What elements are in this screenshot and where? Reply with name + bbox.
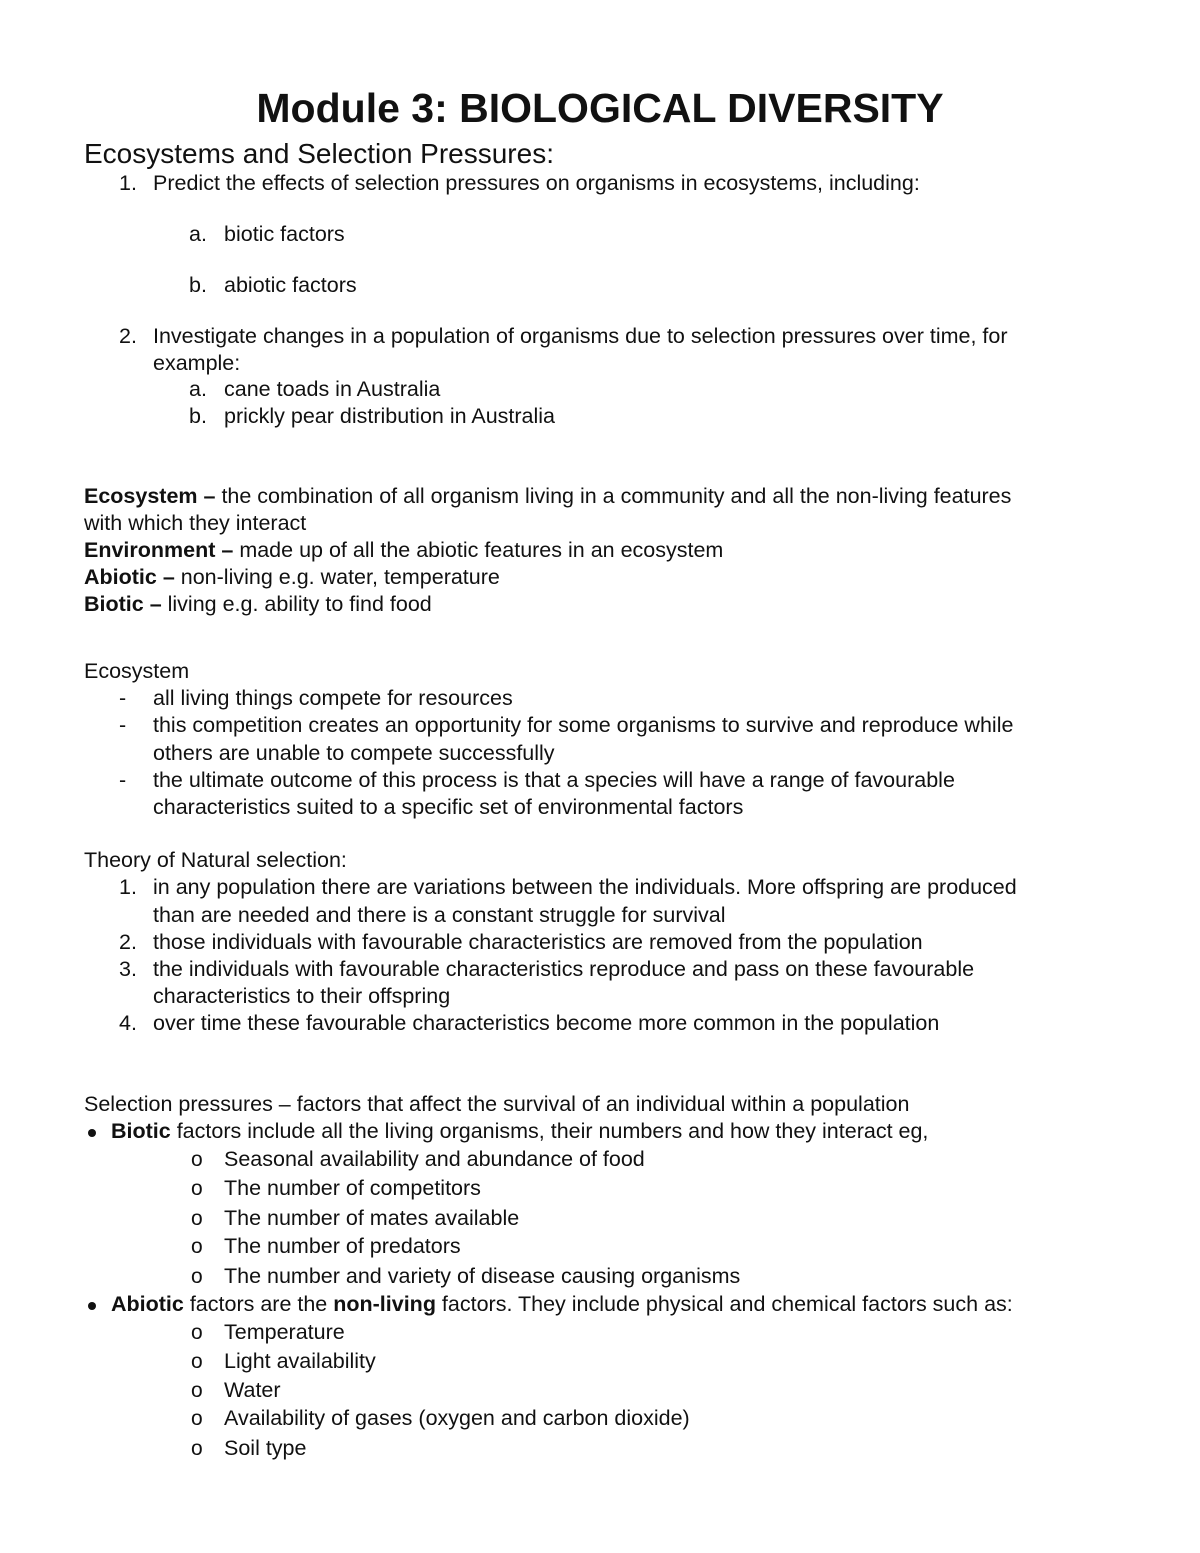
theory-number: 2. (119, 930, 137, 954)
definition-ecosystem (84, 483, 1011, 510)
abiotic-item: Light availability (224, 1349, 376, 1373)
dash-marker: - (119, 713, 127, 737)
biotic-item: The number of mates available (224, 1206, 520, 1230)
definition-term: Ecosystem – (84, 484, 216, 508)
theory-line: the individuals with favourable characteristics reproduce and pass on these favourable (153, 957, 975, 981)
circle-bullet-icon: o (191, 1235, 203, 1258)
definition-text: the combination of all organism living in a community and all the non-living features (215, 484, 1012, 508)
outcome-letter: b. (189, 273, 207, 297)
biotic-item: Seasonal availability and abundance of food (224, 1147, 645, 1171)
definition-text: made up of all the abiotic features in an ecosystem (233, 538, 724, 562)
theory-line: characteristics to their offspring (153, 984, 451, 1008)
outcome-text: prickly pear distribution in Australia (224, 404, 556, 428)
dash-marker: - (119, 686, 127, 710)
outcome-letter: a. (189, 377, 207, 401)
bullet-text: factors include all the living organisms, their numbers and how they interact eg, (170, 1119, 929, 1143)
page-title: Module 3: BIOLOGICAL DIVERSITY (256, 85, 944, 131)
theory-line: than are needed and there is a constant struggle for survival (153, 903, 726, 927)
outcome-text: Investigate changes in a population of organisms due to selection pressures over time, for (153, 324, 1008, 348)
circle-bullet-icon: o (191, 1350, 203, 1373)
theory-number: 4. (119, 1011, 137, 1035)
definition-environment (84, 537, 723, 564)
circle-bullet-icon: o (191, 1437, 203, 1460)
ecosystem-line: the ultimate outcome of this process is that a species will have a range of favourable (153, 768, 955, 792)
dash-marker: - (119, 768, 127, 792)
definition-continuation: with which they interact (84, 511, 307, 535)
definition-abiotic (84, 564, 500, 591)
biotic-item: The number of predators (224, 1234, 461, 1258)
definition-term: Biotic – (84, 592, 162, 616)
bullet-dot-icon (88, 1302, 96, 1310)
theory-number: 1. (119, 875, 137, 899)
outcome-text: example: (153, 351, 241, 375)
biotic-item: The number and variety of disease causing organisms (224, 1264, 741, 1288)
bullet-dot-icon (88, 1129, 96, 1137)
bullet-biotic-text (111, 1118, 928, 1145)
theory-line: those individuals with favourable characteristics are removed from the population (153, 930, 923, 954)
definition-text: living e.g. ability to find food (161, 592, 432, 616)
ecosystem-heading: Ecosystem (84, 659, 190, 683)
theory-line: over time these favourable characteristics become more common in the population (153, 1011, 940, 1035)
bullet-text: factors are the (183, 1292, 334, 1316)
bullet-term: Abiotic (111, 1292, 184, 1316)
outcome-letter: b. (189, 404, 207, 428)
abiotic-item: Soil type (224, 1436, 307, 1460)
ecosystem-line: characteristics suited to a specific set of environmental factors (153, 795, 744, 819)
abiotic-item: Availability of gases (oxygen and carbon dioxide) (224, 1406, 690, 1430)
circle-bullet-icon: o (191, 1407, 203, 1430)
definition-text: non-living e.g. water, temperature (174, 565, 500, 589)
outcome-letter: a. (189, 222, 207, 246)
outcome-number: 2. (119, 324, 137, 348)
outcome-text: cane toads in Australia (224, 377, 441, 401)
ecosystem-line: all living things compete for resources (153, 686, 513, 710)
bullet-text: factors. They include physical and chemical factors such as: (435, 1292, 1013, 1316)
outcome-number: 1. (119, 171, 137, 195)
bullet-term: Biotic (111, 1119, 171, 1143)
outcome-text: Predict the effects of selection pressures on organisms in ecosystems, including: (153, 171, 920, 195)
bullet-abiotic-text (111, 1291, 1013, 1318)
circle-bullet-icon: o (191, 1148, 203, 1171)
ecosystem-line: this competition creates an opportunity for some organisms to survive and reproduce while (153, 713, 1014, 737)
circle-bullet-icon: o (191, 1321, 203, 1344)
selection-intro: Selection pressures – factors that affect the survival of an individual within a population (84, 1092, 910, 1116)
theory-heading: Theory of Natural selection: (84, 848, 347, 872)
circle-bullet-icon: o (191, 1177, 203, 1200)
circle-bullet-icon: o (191, 1207, 203, 1230)
abiotic-item: Water (224, 1378, 281, 1402)
circle-bullet-icon: o (191, 1265, 203, 1288)
biotic-item: The number of competitors (224, 1176, 481, 1200)
ecosystem-line: others are unable to compete successfully (153, 741, 555, 765)
definition-term: Environment – (84, 538, 234, 562)
bullet-term: non-living (333, 1292, 436, 1316)
circle-bullet-icon: o (191, 1379, 203, 1402)
abiotic-item: Temperature (224, 1320, 345, 1344)
outcome-text: biotic factors (224, 222, 345, 246)
theory-line: in any population there are variations between the individuals. More offspring are produced (153, 875, 1017, 899)
definition-term: Abiotic – (84, 565, 175, 589)
theory-number: 3. (119, 957, 137, 981)
section-subtitle: Ecosystems and Selection Pressures: (84, 138, 554, 169)
definition-biotic (84, 591, 432, 618)
outcome-text: abiotic factors (224, 273, 357, 297)
